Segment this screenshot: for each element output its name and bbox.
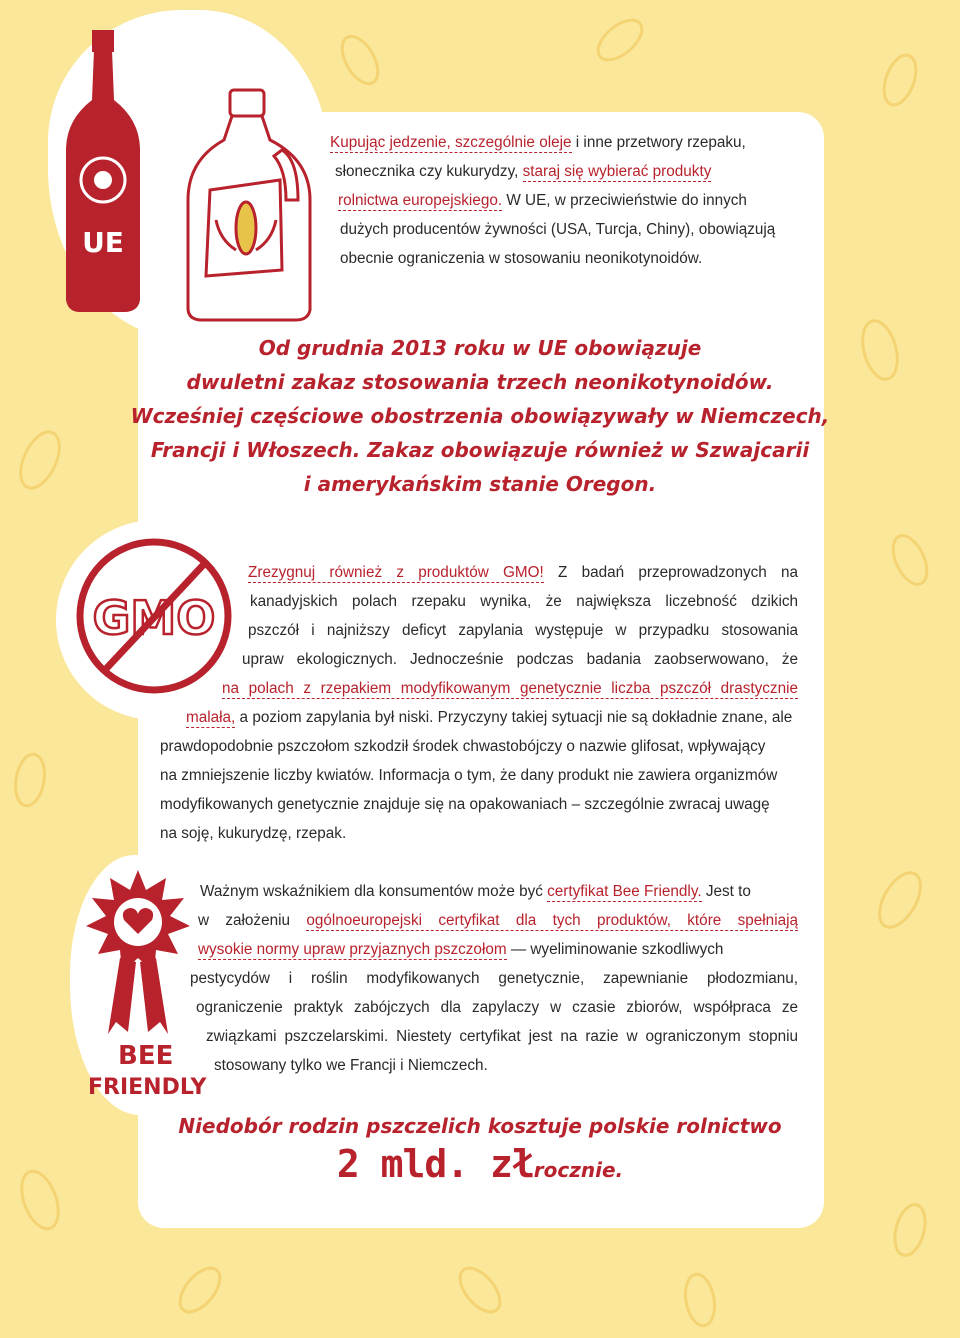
section2-line2: kanadyjskich polach rzepaku wynika, że największa liczebność dzikich — [250, 593, 798, 610]
badge-friendly-text: FRIENDLY — [88, 1075, 207, 1100]
final-statement-line2 — [0, 1142, 960, 1186]
section2-line10: na soję, kukurydzę, rzepak. — [160, 825, 347, 842]
section1-line5: obecnie ograniczenia w stosowaniu neonikotynoidów. — [340, 250, 703, 267]
badge-bee-text: BEE — [118, 1041, 174, 1071]
section3-line6: związkami pszczelarskimi. Niestety certyfikat jest na razie w ograniczonym stopniu — [206, 1028, 798, 1045]
section2-line3: pszczół i najniższy deficyt zapylania występuje w przypadku stosowania — [248, 622, 798, 639]
section3-line1: Ważnym wskaźnikiem dla konsumentów może być certyfikat Bee Friendly. Jest to — [200, 883, 751, 900]
headline-line3: Wcześniej częściowe obostrzenia obowiązywały w Niemczech, — [130, 404, 830, 428]
section1-line1: Kupując jedzenie, szczególnie oleje i inne przetwory rzepaku, — [330, 134, 746, 151]
cost-amount: 2 mld. zł — [336, 1142, 534, 1186]
final-statement-line1: Niedobór rodzin pszczelich kosztuje polskie rolnictwo — [178, 1114, 782, 1138]
section3-line5: ograniczenie praktyk zabójczych dla zapylaczy w czasie zbiorów, współpraca ze — [196, 999, 798, 1016]
section3-line7: stosowany tylko we Francji i Niemczech. — [214, 1057, 488, 1074]
headline-line2: dwuletni zakaz stosowania trzech neonikotynoidów. — [186, 370, 774, 394]
section2-line4: upraw ekologicznych. Jednocześnie podczas badania zaobserwowano, że — [242, 651, 798, 668]
section1-line3: rolnictwa europejskiego. W UE, w przeciwieństwie do innych — [338, 192, 747, 209]
oil-bottles-illustration — [60, 20, 330, 330]
section2-line7: prawdopodobnie pszczołom szkodził środek chwastobójczy o nazwie glifosat, wpływający — [160, 738, 766, 755]
bottle-label: UE — [82, 226, 124, 259]
headline-line1: Od grudnia 2013 roku w UE obowiązuje — [258, 336, 702, 360]
headline-line4: Francji i Włoszech. Zakaz obowiązuje również w Szwajcarii — [150, 438, 810, 462]
section1-line4: dużych producentów żywności (USA, Turcja, Chiny), obowiązują — [340, 221, 776, 238]
section3-line2: w założeniu ogólnoeuropejski certyfikat dla tych produktów, które spełniają — [198, 912, 799, 929]
oil-bottle-icon — [66, 30, 140, 312]
section1-line2: słonecznika czy kukurydzy, staraj się wybierać produkty — [335, 163, 712, 180]
headline-line5: i amerykańskim stanie Oregon. — [303, 472, 657, 496]
gmo-prohibited-illustration — [64, 526, 244, 706]
section2-line5: na polach z rzepakiem modyfikowanym genetycznie liczba pszczół drastycznie — [222, 680, 798, 697]
corn-jug-icon — [188, 90, 310, 320]
section3-line3: wysokie normy upraw przyjaznych pszczołom — wyeliminowanie szkodliwych — [198, 941, 724, 958]
cost-suffix: rocznie. — [533, 1158, 624, 1182]
section3-line4: pestycydów i roślin modyfikowanych genetycznie, zapewnianie płodozmianu, — [190, 970, 798, 987]
section2-line8: na zmniejszenie liczby kwiatów. Informacja o tym, że dany produkt nie zawiera organizmów — [160, 767, 778, 784]
section2-line9: modyfikowanych genetycznie znajduje się na opakowaniach – szczególnie zwracaj uwagę — [160, 796, 770, 813]
section2-line1: Zrezygnuj również z produktów GMO! Z badań przeprowadzonych na — [248, 564, 798, 581]
gmo-text: GMO — [92, 591, 216, 645]
section2-line6: malała, a poziom zapylania był niski. Przyczyny takiej sytuacji nie są dokładnie znane, ale — [186, 709, 793, 726]
